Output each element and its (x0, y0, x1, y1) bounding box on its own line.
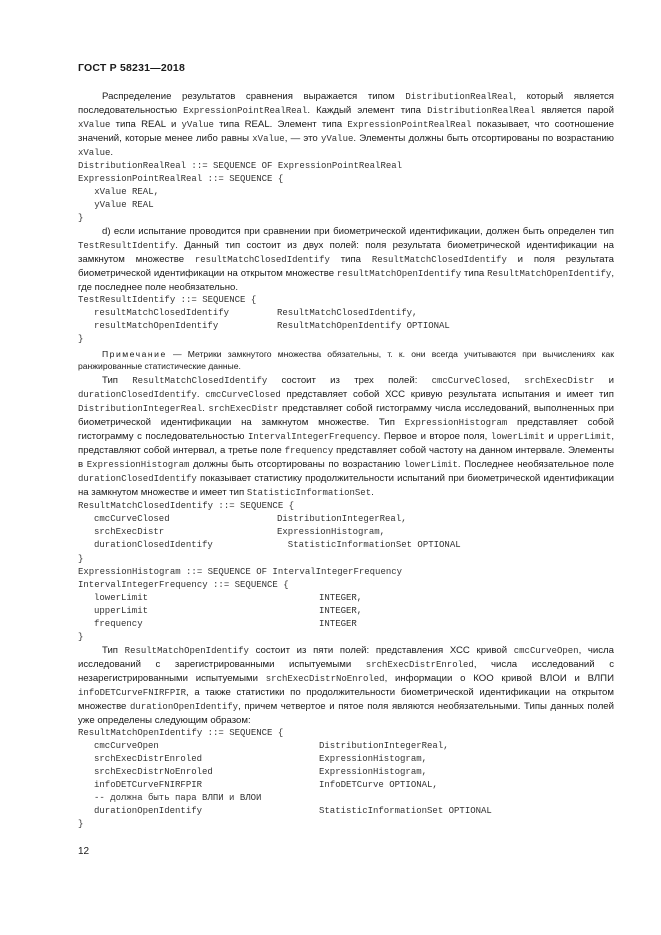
text-run: . Каждый элемент типа (307, 105, 428, 117)
code-row (78, 592, 614, 605)
text-run: . Элементы должны быть отсортированы по возрастанию (353, 133, 614, 145)
field-type: InfoDETCurve OPTIONAL, (319, 780, 438, 791)
inline-code: upperLimit (557, 432, 612, 443)
inline-code: cmcCurveClosed (205, 389, 281, 400)
code-row (78, 753, 614, 766)
field-name: srchExecDistrNoEnroled (94, 767, 213, 778)
inline-code: ExpressionHistogram (404, 418, 508, 429)
inline-code: ResultMatchOpenIdentify (487, 268, 612, 279)
inline-code: durationOpenIdentify (130, 702, 239, 713)
inline-code: StatisticInformationSet (246, 488, 372, 499)
code-line: ResultMatchOpenIdentify ::= SEQUENCE { (78, 728, 284, 739)
inline-code: TestResultIdentify (78, 240, 176, 251)
inline-code: ExpressionHistogram (86, 460, 190, 471)
text-run: . (202, 402, 209, 414)
inline-code: cmcCurveOpen (513, 645, 579, 656)
page-number: 12 (78, 846, 90, 857)
code-row (78, 307, 614, 320)
text-run: типа (461, 267, 488, 279)
field-name: lowerLimit (94, 592, 149, 603)
text-run: является парой (535, 105, 614, 117)
field-type: INTEGER, (319, 605, 363, 616)
text-run: типа REAL и (110, 119, 182, 131)
inline-code: IntervalIntegerFrequency (247, 432, 378, 443)
text-run: представляет собой частоту на данном интервале. Элементы в (78, 445, 614, 471)
code-row (78, 539, 614, 552)
code-line: ResultMatchClosedIdentify ::= SEQUENCE { (78, 501, 295, 512)
inline-code: resultMatchClosedIdentify (194, 254, 330, 265)
text-run: , где последнее поле необязательно. (78, 267, 614, 293)
text-run: типа (329, 253, 372, 265)
inline-code: ResultMatchOpenIdentify (124, 645, 249, 656)
field-name: resultMatchClosedIdentify (94, 307, 230, 318)
field-type: ExpressionHistogram, (319, 767, 428, 778)
code-row (78, 779, 614, 792)
text-run: состоит из пяти полей: представления ХСС кривой (248, 644, 514, 656)
code-line: } (78, 333, 84, 344)
inline-code: durationClosedIdentify (78, 474, 197, 485)
text-run: . (110, 147, 114, 159)
inline-code: durationClosedIdentify (78, 389, 197, 400)
inline-code: frequency (284, 446, 334, 457)
inline-code: ResultMatchClosedIdentify (371, 254, 507, 265)
code-open-identify (78, 727, 614, 831)
field-type: ResultMatchOpenIdentify OPTIONAL (277, 320, 450, 331)
text-run: , который является последовательностью (78, 91, 614, 117)
field-name: resultMatchOpenIdentify (94, 320, 219, 331)
text-run: Распределение результатов сравнения выражается типом (102, 91, 406, 102)
code-histogram (78, 566, 614, 644)
field-type: StatisticInformationSet OPTIONAL (319, 806, 492, 817)
inline-code: yValue (181, 120, 214, 131)
text-run: показывает статистику продолжительности испытаний при биометрической идентификации на замкнутом множестве и имеет тип (78, 473, 614, 499)
field-name: cmcCurveOpen (94, 741, 159, 752)
code-histogram-head: ExpressionHistogram ::= SEQUENCE OF IntervalIntegerFrequency IntervalIntegerFrequency ::= SEQUENCE { (78, 566, 403, 590)
inline-code: DistributionRealReal (405, 92, 514, 102)
text-run: , а также статистики по продолжительности биометрической идентификации на открытом множестве (78, 686, 614, 713)
text-run: представляет собой гистограмму числа исследований, выполненных при биометрической идентификации на замкнутом множестве. Тип (78, 402, 614, 429)
inline-code: lowerLimit (490, 432, 545, 443)
code-row (78, 766, 614, 779)
code-test-result-identify (78, 294, 614, 346)
text-run: . Первое и второе поля, (377, 431, 491, 443)
inline-code: DistributionRealReal (427, 106, 536, 117)
inline-code: ExpressionPointRealReal (347, 120, 472, 131)
text-run: , числа исследований с зарегистрированными испытуемыми (78, 644, 614, 670)
field-name: srchExecDistrEnroled (94, 754, 203, 765)
field-type: DistributionIntegerReal, (277, 514, 407, 525)
code-row (78, 618, 614, 631)
code-row (78, 805, 614, 818)
field-name: frequency (94, 618, 143, 629)
field-type: ExpressionHistogram, (277, 527, 386, 538)
text-run: представляет собой гистограмму с последовательностью (78, 417, 615, 443)
field-name: cmcCurveClosed (94, 514, 170, 525)
field-type: StatisticInformationSet OPTIONAL (277, 540, 461, 551)
text-run: , (507, 374, 525, 386)
paragraph-distribution (78, 90, 614, 160)
field-type: DistributionIntegerReal, (319, 741, 449, 752)
field-name: durationOpenIdentify (94, 806, 203, 817)
field-name: infoDETCurveFNIRFPIR (94, 780, 203, 791)
code-line: } (78, 819, 84, 830)
text-run: показывает, что соотношение значений, которые менее либо равны (78, 119, 614, 145)
field-type: INTEGER, (319, 592, 363, 603)
text-run: , представляют собой интервал, а третье поле (78, 431, 614, 457)
inline-code: xValue (78, 148, 111, 159)
inline-code: srchExecDistr (524, 375, 595, 386)
text-run: представляет собой ХСС кривую результата испытания и имеет тип (280, 388, 614, 400)
paragraph-closed-identify (78, 374, 614, 500)
inline-code: xValue (78, 120, 111, 131)
text-run: . Данный тип состоит из двух полей: поля результата биометрической идентификации на замкнутом множестве (78, 239, 614, 265)
text-run: , — это (284, 133, 321, 145)
field-type: INTEGER (319, 618, 357, 629)
inline-code: infoDETCurveFNIRFPIR (78, 687, 187, 698)
code-row (78, 740, 614, 753)
code-line: } (78, 631, 84, 642)
text-run: Тип (102, 374, 133, 386)
text-run: , числа исследований с незарегистрированными испытуемыми (78, 658, 615, 684)
text-run: . (196, 388, 206, 400)
text-run: состоит из трех полей: (267, 374, 432, 386)
field-type: ExpressionHistogram, (319, 754, 428, 765)
code-row (78, 513, 614, 526)
paragraph-open-identify (78, 644, 614, 727)
paragraph-test-result-identify (78, 225, 614, 293)
inline-code: srchExecDistr (208, 403, 279, 414)
inline-code: srchExecDistrEnroled (365, 659, 474, 670)
inline-code: xValue (252, 134, 285, 145)
standard-header: ГОСТ Р 58231—2018 (78, 62, 186, 74)
inline-code: srchExecDistrNoEnroled (265, 673, 385, 684)
code-row (78, 526, 614, 539)
field-type: ResultMatchClosedIdentify, (277, 307, 418, 318)
text-run: . (371, 487, 374, 499)
field-name: durationClosedIdentify (94, 540, 213, 551)
text-run: и (594, 374, 614, 386)
note-text: — Метрики замкнутого множества обязательны, т. к. они всегда учитываются при вычислениях как ранжированные статистические данные. (78, 348, 614, 371)
inline-code: yValue (320, 134, 354, 145)
code-row (78, 605, 614, 618)
note-label: Примечание (102, 348, 167, 359)
field-name: srchExecDistr (94, 527, 165, 538)
text-run: должны быть отсортированы по возрастанию (189, 459, 404, 471)
text-run: и (544, 431, 558, 443)
text-run: , информации о КОО кривой ВЛОИ и ВЛПИ (384, 672, 614, 684)
text-run: . Последнее необязательное поле (457, 459, 614, 471)
inline-code: ResultMatchClosedIdentify (132, 375, 268, 386)
text-run: d) если испытание проводится при сравнении при биометрической идентификации, должен быть определен тип (102, 226, 614, 238)
inline-code: ExpressionPointRealReal (183, 106, 308, 117)
inline-code: DistributionIntegerReal (78, 403, 203, 414)
code-comment: -- должна быть пара ВЛПИ и ВЛОИ (94, 793, 262, 804)
code-distribution: DistributionRealReal ::= SEQUENCE OF ExpressionPointRealReal ExpressionPointRealReal ::= SEQUENCE { xValue REAL, yValue REAL } (78, 161, 403, 224)
field-name: upperLimit (94, 605, 149, 616)
code-line: TestResultIdentify ::= SEQUENCE { (78, 294, 257, 305)
text-run: и поля результата биометрической идентификации на открытом множестве (78, 253, 614, 279)
code-line: } (78, 553, 84, 564)
note (78, 348, 614, 372)
text-run: типа REAL. Элемент типа (213, 119, 348, 131)
inline-code: lowerLimit (403, 460, 458, 471)
inline-code: resultMatchOpenIdentify (336, 268, 462, 279)
page-content (78, 90, 614, 831)
text-run: Тип (102, 644, 125, 656)
code-closed-identify (78, 500, 614, 565)
code-row (78, 320, 614, 333)
text-run: , причем четвертое и пятое поля являются необязательными. Типы данных полей уже определены следующим образом: (78, 701, 615, 727)
inline-code: cmcCurveClosed (431, 375, 508, 386)
